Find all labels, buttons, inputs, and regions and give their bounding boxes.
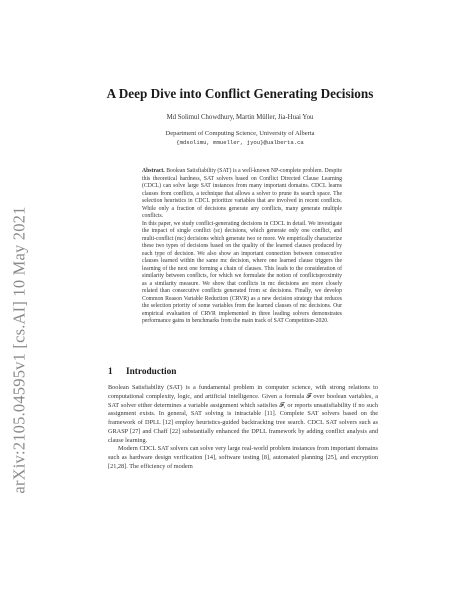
section-title: Introduction: [126, 367, 177, 377]
author-list: Md Solimul Chowdhury, Martin Müller, Jia-Huai You: [166, 114, 314, 121]
abstract-label: Abstract.: [142, 168, 165, 174]
paper-title: A Deep Dive into Conflict Generating Decisions: [106, 86, 374, 101]
affiliation: Department of Computing Science, University of Alberta: [165, 130, 315, 137]
arxiv-stamp-text: arXiv:2105.04595v1 [cs.AI] 10 May 2021: [10, 206, 29, 494]
abstract-paragraph-2: In this paper, we study conflict-generating decisions in CDCL in detail. We investigate the impact of single conflict (sc) decisions, which generate only one conflict, and multi-conflict (mc) decisions which generate two or more. We empirically characterize these two types of decisions based on the quality of the learned clauses produced by each type of decision. We also show an important connection between consecutive clauses learned within the same mc decision, where one learned clause triggers the learning of the next one forming a chain of clauses. This leads to the consideration of similarity between conflicts, for which we formulate the notion of conflictsproximity as a similarity measure. We show that conflicts in mc decisions are more closely related than consecutive conflicts generated from sc decisions. Finally, we develop Common Reason Variable Reduction (CRVR) as a new decision strategy that reduces the selection priority of some variables from the learned clauses of mc decisions. Our empirical evaluation of CRVR implemented in three leading solvers demonstrates performance gains in benchmarks from the main track of SAT Competition-2020.: [142, 220, 342, 324]
section-number: 1: [108, 367, 113, 377]
abstract-text-1: Boolean Satisfiability (SAT) is a well-known NP-complete problem. Despite this theoretical hardness, SAT solvers based on Conflict Directed Clause Learning (CDCL) can solve large SAT instances from many important domains. CDCL learns clauses from conflicts, a technique that allows a solver to prune its search space. The selection heuristics in CDCL prioritize variables that are involved in recent conflicts. While only a fraction of decisions generate any conflicts, many generate multiple conflicts.: [142, 168, 342, 219]
section-heading-introduction: [108, 367, 388, 377]
abstract: [142, 168, 342, 326]
abstract-paragraph-1: [142, 168, 342, 221]
introduction-body: [108, 384, 378, 472]
intro-paragraph-2: Modern CDCL SAT solvers can solve very large real-world problem instances from important domains such as hardware design verification [14], software testing [8], automated planning [25], and encryption [21,28]. The efficiency of modern: [108, 445, 378, 470]
intro-paragraph-1: Boolean Satisfiability (SAT) is a fundamental problem in computer science, with strong relations to computational complexity, logic, and artificial intelligence. Given a formula 𝓕 over boolean variables, a SAT solver either determines a variable assignment which satisfies 𝓕, or reports unsatisfiability if no such assignment exists. In general, SAT solving is intractable [11]. Complete SAT solvers based on the framework of DPLL [12] employ heuristics-guided backtracking tree search. CDCL SAT solvers such as GRASP [27] and Chaff [22] substantially enhanced the DPLL framework by adding conflict analysis and clause learning.: [108, 384, 378, 444]
arxiv-identifier-stamp: [4, 140, 36, 560]
author-emails: {mdsolimu, mmueller, jyou}@ualberta.ca: [176, 139, 304, 146]
